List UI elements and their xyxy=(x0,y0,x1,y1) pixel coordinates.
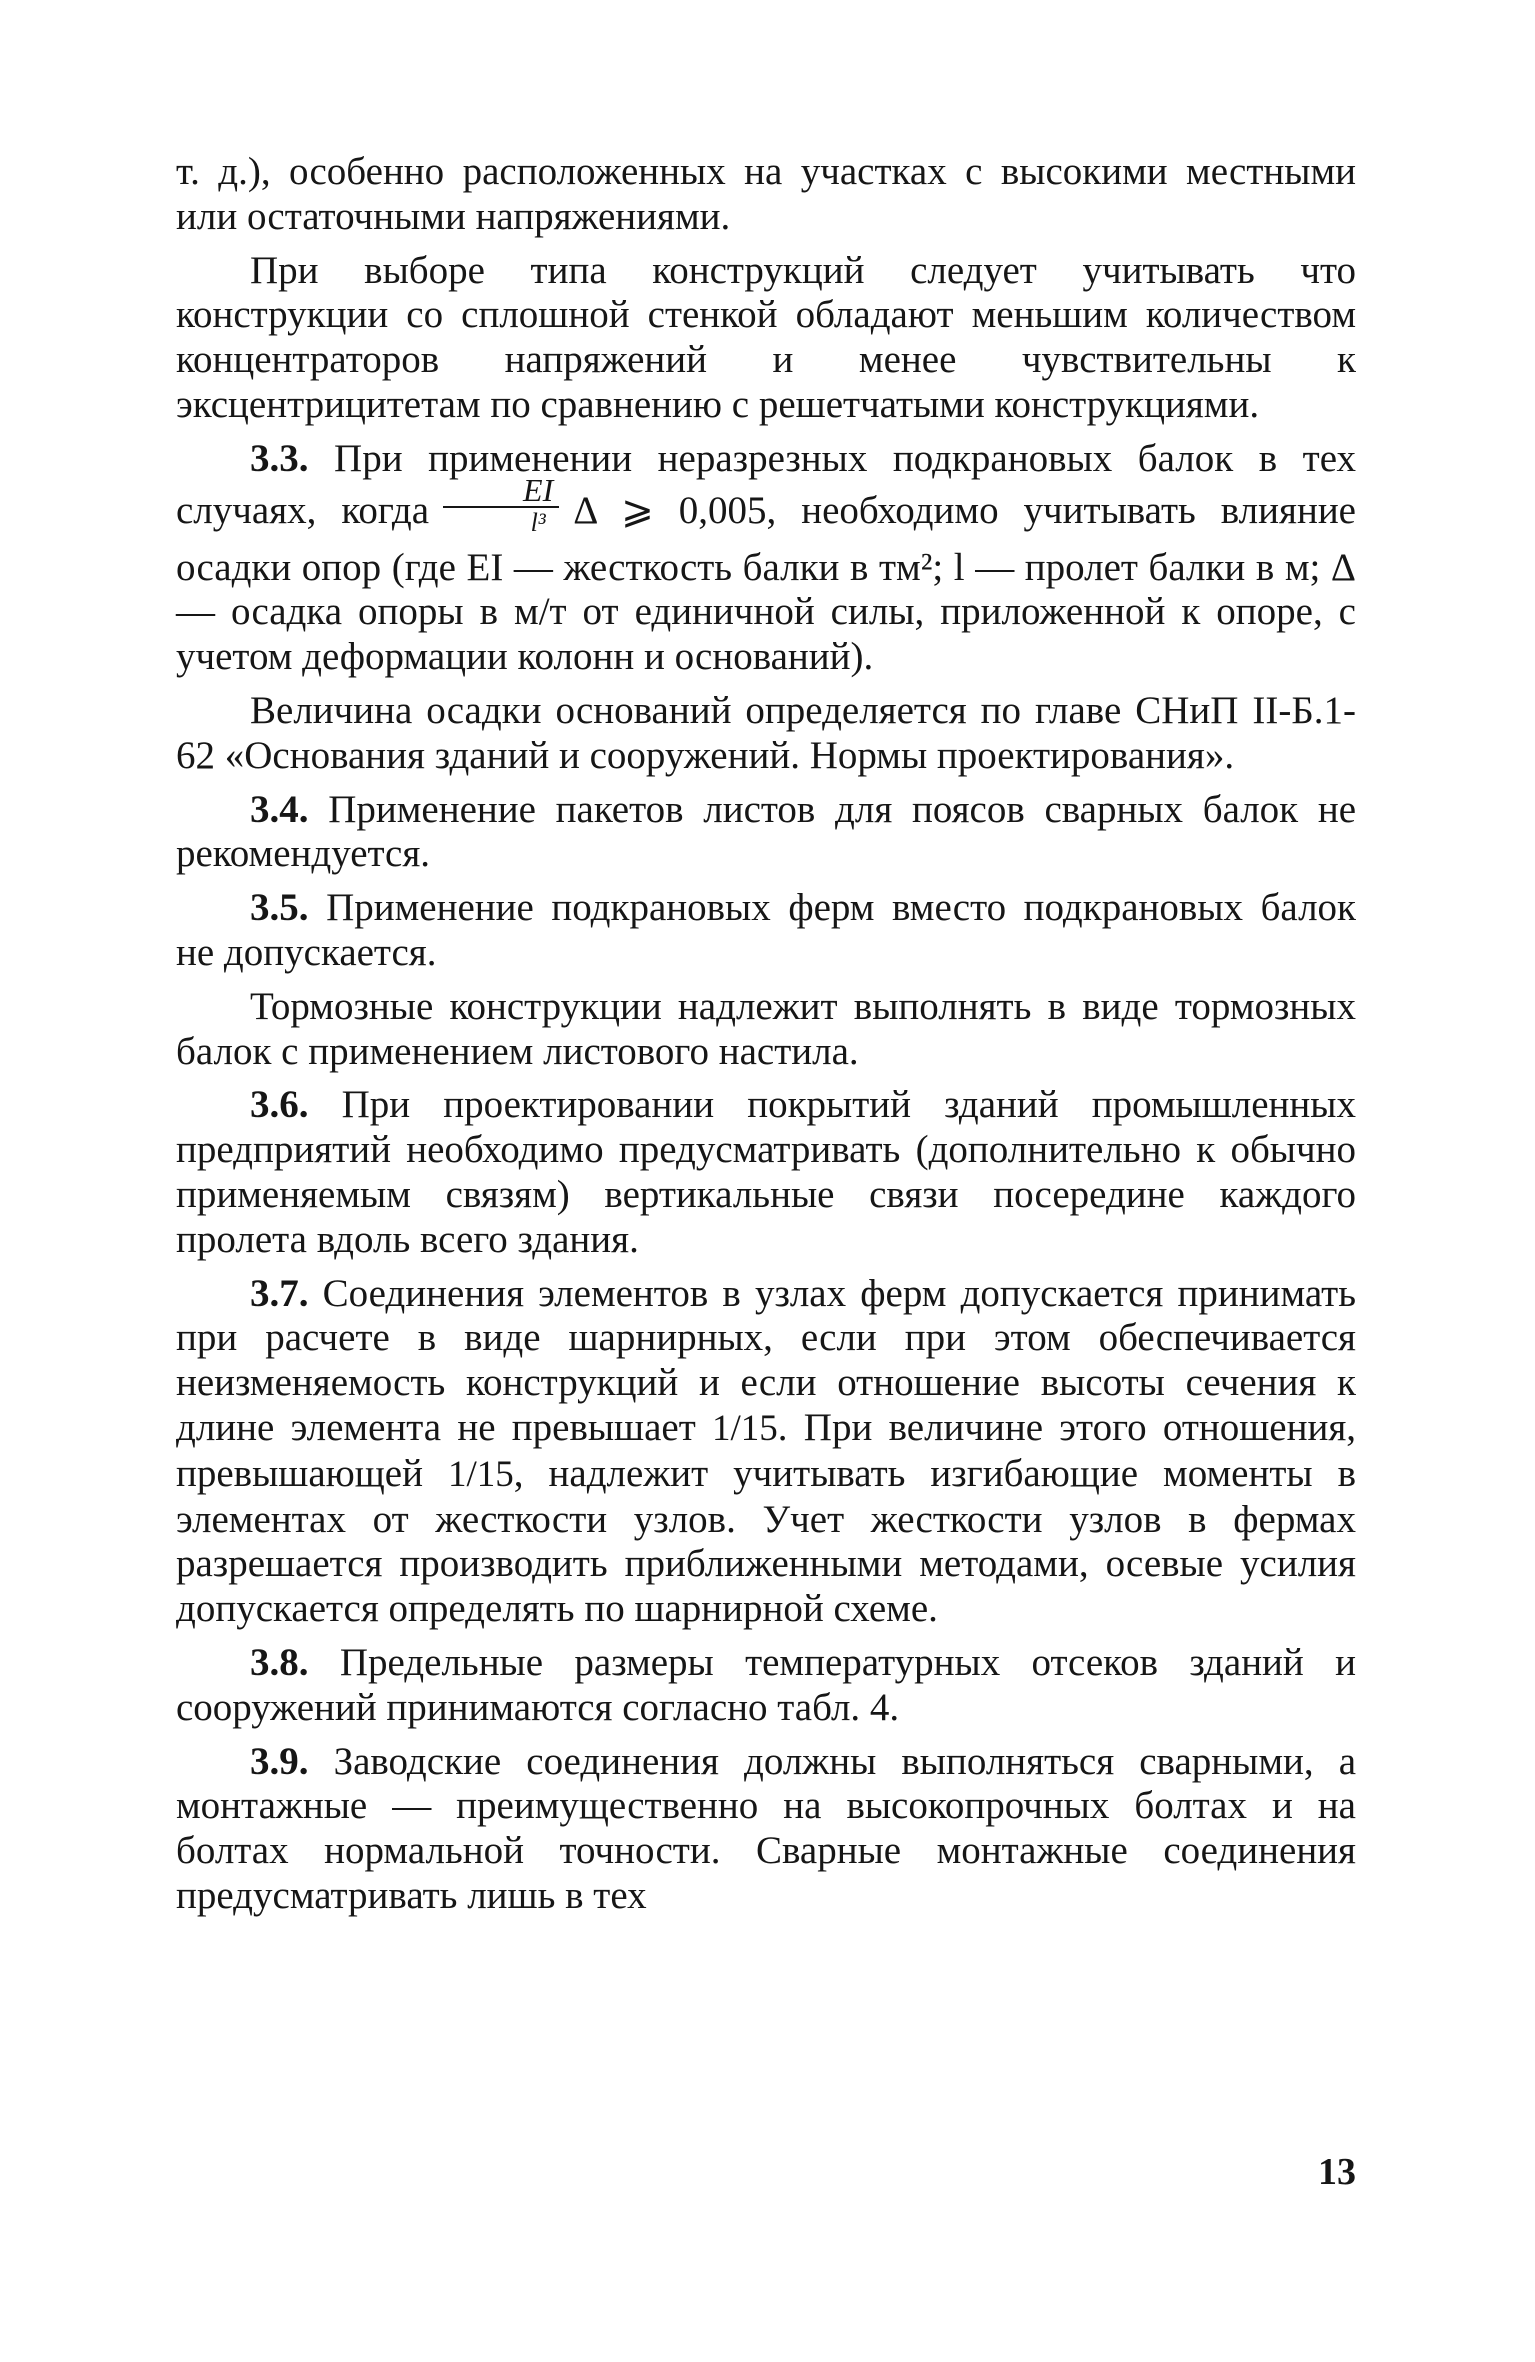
section-number: 3.3. xyxy=(250,436,309,480)
paragraph-continuation: т. д.), особенно расположенных на участках с высокими местными или остаточными напряжениями. xyxy=(176,150,1356,238)
section-3-4: 3.4. Применение пакетов листов для поясов сварных балок не рекомендуется. xyxy=(176,787,1357,876)
section-number: 3.5. xyxy=(250,886,309,930)
section-number: 3.8. xyxy=(250,1640,309,1684)
paragraph-brake: Тормозные конструкции надлежит выполнять в виде тормозных балок с применением листового настила. xyxy=(176,984,1356,1073)
fraction-ei-over-l3: $\frac{EI}{\text{l³}}$ xyxy=(443,474,559,538)
paragraph-type-choice: При выборе типа конструкций следует учитывать что конструкции со сплошной стенкой обладают меньшим количеством концентраторов напряжений и менее чувствительны к эксцентрицитетам по сравнению с решетчатыми конструкциями. xyxy=(176,248,1356,426)
document-body xyxy=(176,150,1356,1919)
section-3-5: 3.5. Применение подкрановых ферм вместо подкрановых балок не допускается. xyxy=(176,886,1356,974)
ratio-one-fifteenth: 1/15 xyxy=(712,1407,778,1449)
section-number: 3.7. xyxy=(250,1271,309,1315)
section-3-3: 3.3. При применении неразрезных подкрановых балок в тех случаях, когда $\frac{EI}{\text{l³}}$ Δ ⩾ 0,005, необходимо учитывать влияние осадки опор (где EI — жесткость балки в тм²; l — пролет балки в м; Δ — осадка опоры в м/т от единичной силы, приложенной к опоре, с учетом деформации колонн и оснований). xyxy=(176,436,1356,679)
section-3-8: 3.8. Предельные размеры температурных отсеков зданий и сооружений принимаются согласно табл. 4. xyxy=(176,1640,1356,1729)
section-3-7: 3.7. Соединения элементов в узлах ферм допускается принимать при расчете в виде шарнирных, если при этом обеспечивается неизменяемость конструкций и если отношение высоты сечения к длине элемента не превышает 1/15. При величине этого отношения, превышающей 1/15, надлежит учитывать изгибающие моменты в элементах от жесткости узлов. Учет жесткости узлов в фермах разрешается производить приближенными методами, осевые усилия допускается определять по шарнирной схеме. xyxy=(176,1271,1357,1631)
ratio-one-fifteenth: 1/15 xyxy=(448,1453,514,1495)
section-3-9: 3.9. Заводские соединения должны выполняться сварными, а монтажные — преимущественно на высокопрочных болтах и на болтах нормальной точности. Сварные монтажные соединения предусматривать лишь в тех xyxy=(176,1739,1357,1917)
page-number: 13 xyxy=(1318,2151,1356,2193)
section-number: 3.6. xyxy=(250,1083,309,1127)
section-3-6: 3.6. При проектировании покрытий зданий промышленных предприятий необходимо предусматривать (дополнительно к обычно применяемым связям) вертикальные связи посередине каждого пролета вдоль всего здания. xyxy=(176,1083,1356,1261)
paragraph-settlement: Величина осадки оснований определяется по главе СНиП II-Б.1-62 «Основания зданий и сооружений. Нормы проектирования». xyxy=(176,688,1356,777)
section-number: 3.4. xyxy=(250,787,309,831)
section-number: 3.9. xyxy=(250,1739,309,1783)
